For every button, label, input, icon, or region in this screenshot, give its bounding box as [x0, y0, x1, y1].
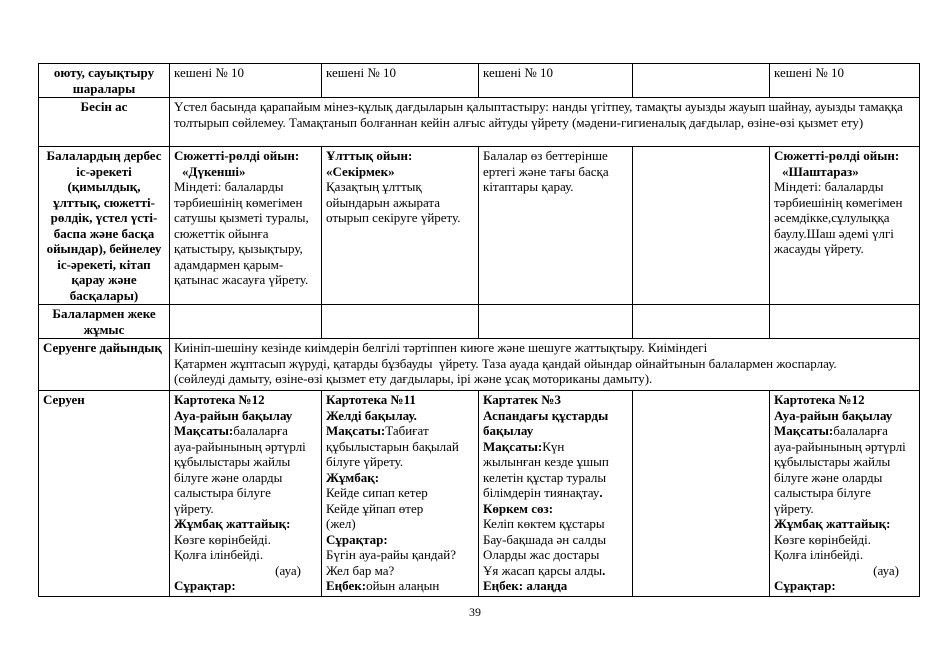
walk-text-line	[774, 454, 915, 470]
row-label-lunch: Бесін ас	[39, 98, 170, 147]
walk-text: Көркем сөз:	[483, 500, 554, 516]
walk-text: Сұрақтар:	[326, 531, 388, 547]
individual-cell-5	[770, 305, 920, 339]
walk-text: Оларды жас достары	[483, 547, 600, 562]
walk-text: Жел бар ма?	[326, 562, 395, 578]
walk-text-line	[174, 392, 317, 408]
walk-cell-1	[170, 391, 322, 597]
walk-text-line	[483, 516, 628, 532]
walk-text-line	[326, 501, 474, 517]
individual-cell-2	[322, 305, 479, 339]
game-description: Міндеті: балаларды тәрбиешінің көмегімен сатушы қызметі туралы, сюжеттік ойынға қатыстыру, қызықтыру, адамдармен қарым-қатынас жасауға үйрету.	[174, 179, 313, 287]
walk-text-line	[774, 563, 915, 579]
game-description: Қазақтың ұлттық ойындарын ажырата отырып секіруге үйрету.	[326, 179, 461, 225]
walk-text-rest: балаларға	[833, 423, 888, 438]
wellness-cell-2: кешені № 10	[322, 64, 479, 98]
walk-text-line	[326, 563, 474, 579]
walk-text: Аспандағы құстарды	[483, 407, 609, 423]
row-label-individual: Балалармен жеке жұмыс	[39, 305, 170, 339]
walk-text-line	[483, 485, 628, 501]
walk-prep-line: Киініп-шешіну кезінде киімдерін белгілі тәртіппен киюге және шешуге жаттықтыру. Киіміндегі	[174, 340, 708, 355]
wellness-cell-4	[633, 64, 770, 98]
walk-text: (ауа)	[873, 562, 899, 578]
game-name: «Дүкенші»	[182, 163, 246, 179]
walk-text-line	[174, 516, 317, 532]
walk-text: Мақсаты:	[483, 438, 543, 454]
independent-cell-3	[479, 147, 633, 305]
walk-text: Сұрақтар:	[174, 578, 236, 593]
individual-cell-1	[170, 305, 322, 339]
walk-text: білуге үйрету.	[326, 454, 404, 469]
walk-text-line	[483, 532, 628, 548]
game-title: Сюжетті-рөлді ойын:	[174, 148, 300, 163]
walk-text-line	[326, 423, 474, 439]
walk-text: Келіп көктем құстары	[483, 516, 605, 531]
walk-text: (жел)	[326, 516, 356, 531]
walk-text-line	[174, 532, 317, 548]
row-independent-activity	[39, 147, 920, 305]
walk-text-line	[174, 408, 317, 424]
walk-text: Бүгін ауа-райы қандай?	[326, 547, 457, 562]
walk-text-line	[774, 516, 915, 532]
walk-text: құбылыстары жайлы	[774, 454, 891, 469]
walk-text: Желді бақылау.	[326, 407, 417, 423]
walk-text-line	[326, 392, 474, 408]
walk-text: Қолға ілінбейді.	[774, 547, 864, 562]
walk-text: Мақсаты:	[774, 423, 834, 438]
walk-text: Картатек №3	[483, 392, 561, 407]
walk-text: Еңбек:	[326, 578, 367, 593]
activity-description: Балалар өз беттерінше ертегі және тағы басқа кітаптары қарау.	[483, 148, 612, 194]
walk-text: Кейде сипап кетер	[326, 485, 428, 500]
walk-text-line	[174, 485, 317, 501]
walk-text-line	[483, 439, 628, 455]
walk-text: Кейде ұйпап өтер	[326, 500, 424, 516]
walk-text: Жұмбақ:	[326, 469, 380, 485]
walk-text: ауа-райынының әртүрлі	[174, 438, 306, 454]
walk-text-line	[174, 470, 317, 486]
walk-cell-2	[322, 391, 479, 597]
walk-prep-line: Қатармен жұптасып жүруді, қатарды бұзбауды үйрету. Таза ауада қандай ойындар ойнайтынын балалармен жоспарлау.	[174, 355, 837, 371]
walk-text: Картотека №11	[326, 392, 416, 407]
game-description: Міндеті: балаларды тәрбиешінің көмегімен әсемдікке,сұлулыққа баулу.Шаш әдемі үлгі жасауды үйрету.	[774, 179, 906, 256]
walk-text: Қолға ілінбейді.	[174, 547, 264, 562]
walk-text-tail: .	[599, 485, 603, 500]
walk-text: Ұя жасап қарсы алды	[483, 562, 603, 578]
walk-text-line	[774, 470, 915, 486]
walk-text-rest: ойын алаңын	[366, 578, 440, 593]
row-walk	[39, 391, 920, 597]
walk-text: Сұрақтар:	[774, 578, 836, 593]
walk-text: білуге және оларды	[774, 469, 883, 485]
walk-text-line	[774, 485, 915, 501]
row-label-walk: Серуен	[39, 391, 170, 597]
walk-text-line	[174, 563, 317, 579]
row-label-wellness: оюту, сауықтыру шаралары	[39, 64, 170, 98]
daily-plan-table	[38, 63, 920, 597]
walk-text-line	[774, 392, 915, 408]
independent-cell-5	[770, 147, 920, 305]
walk-text: үйрету.	[174, 500, 214, 516]
walk-text: (ауа)	[275, 562, 301, 578]
wellness-cell-3: кешені № 10	[479, 64, 633, 98]
row-label-walk-prep: Серуенге дайындық	[39, 339, 170, 391]
walk-text: Жұмбақ жаттайық:	[774, 516, 891, 531]
walk-text: ауа-райынының әртүрлі	[774, 438, 906, 454]
walk-text: үйрету.	[774, 500, 814, 516]
walk-text: Жұмбақ жаттайық:	[174, 516, 291, 531]
walk-text: бақылау	[483, 423, 534, 438]
independent-cell-1	[170, 147, 322, 305]
walk-text-line	[326, 516, 474, 532]
walk-text-line	[174, 423, 317, 439]
individual-cell-3	[479, 305, 633, 339]
walk-text-line	[483, 470, 628, 486]
walk-text: Мақсаты:	[174, 423, 234, 438]
walk-text-line	[483, 578, 628, 594]
walk-text-line	[483, 408, 628, 424]
row-walk-preparation	[39, 339, 920, 391]
walk-text-line	[774, 547, 915, 563]
walk-text: келетін құстар туралы	[483, 469, 607, 485]
walk-text-line	[326, 454, 474, 470]
walk-text-line	[174, 501, 317, 517]
walk-text-line	[174, 439, 317, 455]
walk-text-line	[483, 423, 628, 439]
walk-text-line	[774, 439, 915, 455]
walk-text: білуге және оларды	[174, 469, 283, 485]
walk-text: құбылыстары жайлы	[174, 454, 291, 469]
walk-text-tail: .	[602, 562, 606, 578]
walk-text: салыстыра білуге	[774, 485, 871, 500]
walk-text: білімдерін тиянақтау	[483, 485, 600, 500]
walk-cell-4	[633, 391, 770, 597]
game-name: «Секірмек»	[326, 163, 395, 179]
walk-text: Картотека №12	[774, 392, 865, 407]
independent-cell-4	[633, 147, 770, 305]
walk-text: Көзге көрінбейді.	[174, 531, 272, 547]
walk-text: құбылыстарын бақылай	[326, 438, 459, 454]
walk-prep-line: (сөйлеуді дамыту, өзіне-өзі қызмет ету дағдылары, ірі және ұсақ моториканы дамыту).	[174, 371, 653, 386]
walk-text-line	[483, 563, 628, 579]
game-title: Ұлттық ойын:	[326, 148, 413, 163]
walk-text-line	[774, 532, 915, 548]
walk-text-line	[326, 485, 474, 501]
walk-text-line	[774, 578, 915, 594]
row-individual-work	[39, 305, 920, 339]
walk-text: Бау-бақшада ән салды	[483, 531, 607, 547]
walk-text-line	[483, 547, 628, 563]
walk-text-line	[174, 454, 317, 470]
row-wellness	[39, 64, 920, 98]
walk-text-line	[174, 547, 317, 563]
walk-text: жылынған кезде ұшып	[483, 454, 609, 469]
walk-cell-5	[770, 391, 920, 597]
walk-cell-3	[479, 391, 633, 597]
individual-cell-4	[633, 305, 770, 339]
walk-text-rest: балаларға	[233, 423, 288, 438]
walk-text-line	[326, 578, 474, 594]
walk-text: салыстыра білуге	[174, 485, 271, 500]
wellness-cell-5: кешені № 10	[770, 64, 920, 98]
wellness-cell-1: кешені № 10	[170, 64, 322, 98]
walk-text-line	[326, 532, 474, 548]
walk-text-line	[774, 408, 915, 424]
walk-text: Еңбек: алаңда	[483, 578, 568, 593]
walk-text: Көзге көрінбейді.	[774, 531, 872, 547]
row-label-independent: Балалардың дербес іс-әрекеті (қимылдық, ұлттық, сюжетті-рөлдік, үстел үсті-баспа және басқа ойындар), бейнелеу іс-әрекеті, кітап қарау және басқалары)	[39, 147, 170, 305]
walk-text-line	[483, 392, 628, 408]
walk-text-line	[326, 439, 474, 455]
walk-text: Мақсаты:	[326, 423, 386, 438]
game-title: Сюжетті-рөлді ойын:	[774, 148, 900, 163]
walk-text-line	[483, 501, 628, 517]
walk-text-line	[774, 501, 915, 517]
walk-text-line	[774, 423, 915, 439]
walk-text: Картотека №12	[174, 392, 265, 407]
independent-cell-2	[322, 147, 479, 305]
walk-text-line	[174, 578, 317, 594]
walk-text-line	[483, 454, 628, 470]
page-number: 39	[469, 605, 481, 619]
walk-text: Ауа-райын бақылау	[774, 407, 893, 423]
walk-text: Ауа-райын бақылау	[174, 407, 293, 423]
game-name: «Шаштараз»	[782, 163, 859, 179]
lunch-text: Үстел басында қарапайым мінез-құлық дағдыларын қалыптастыру: нанды үгітпеу, тамақты ауызды жауып шайнау, ауызды тамаққа толтырып сөйлемеу. Тамақтанып болғаннан кейін алғыс айтуды үйрету (мәдени-гигиеналық дағдылар, өзіне-өзі қызмет ету)	[170, 98, 920, 147]
walk-prep-text	[170, 339, 920, 391]
walk-text-line	[326, 547, 474, 563]
walk-text-line	[326, 470, 474, 486]
walk-text-line	[326, 408, 474, 424]
row-lunch	[39, 98, 920, 147]
walk-text-rest: Күн	[542, 438, 565, 454]
walk-text-rest: Табиғат	[385, 423, 429, 438]
